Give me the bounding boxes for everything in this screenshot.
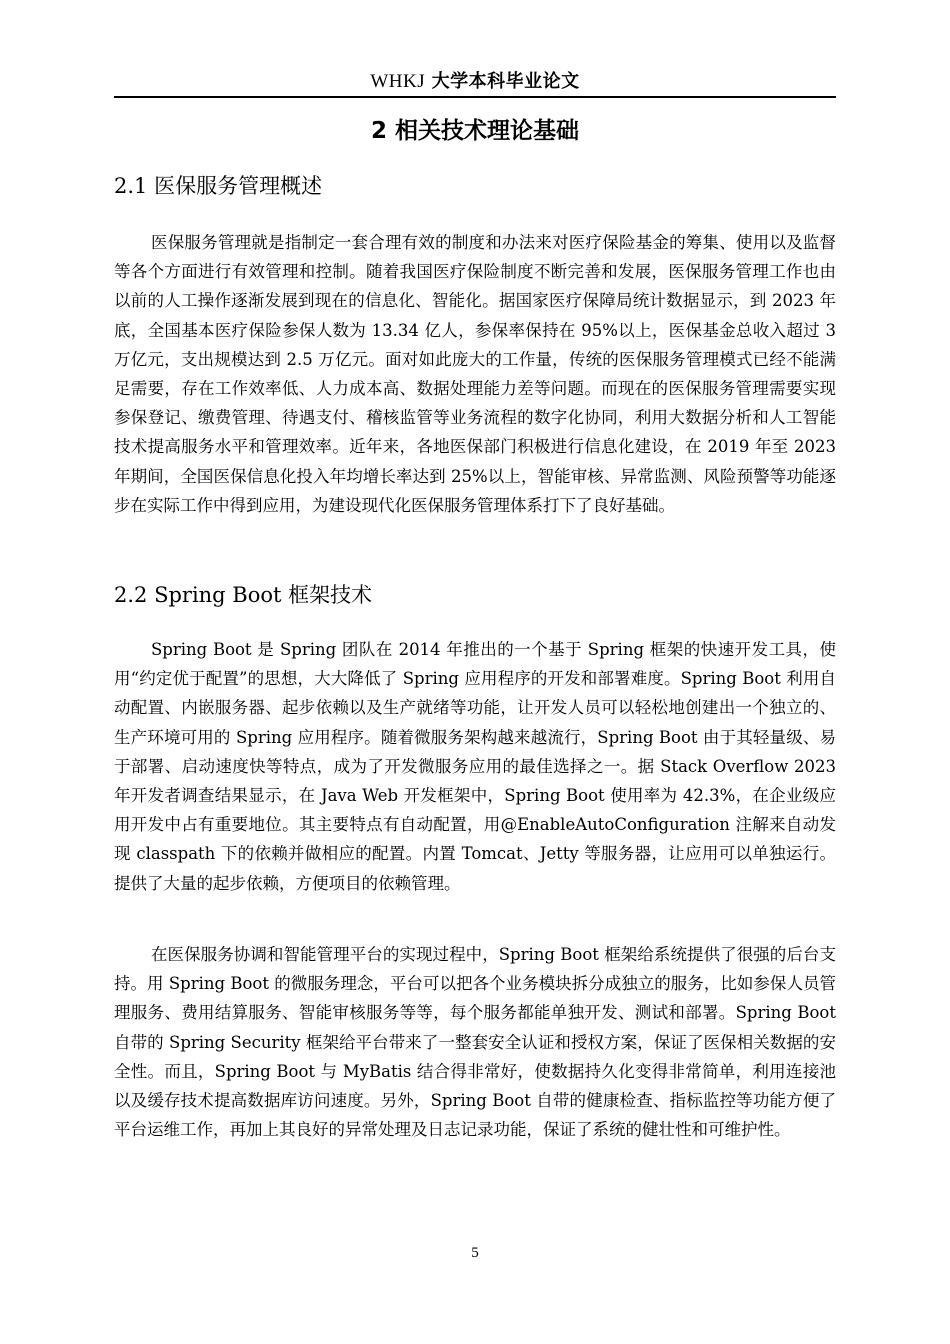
running-header xyxy=(114,68,836,95)
header-rule xyxy=(114,96,836,98)
page-number: 5 xyxy=(471,1245,479,1261)
paragraph-2-1-1: 医保服务管理就是指制定一套合理有效的制度和办法来对医疗保险基金的筹集、使用以及监督等各个方面进行有效管理和控制。随着我国医疗保险制度不断完善和发展，医保服务管理工作也由以前的人工操作逐渐发展到现在的信息化、智能化。据国家医疗保障局统计数据显示，到 2023 年底，全国基本医疗保险参保人数为 13.34 亿人，参保率保持在 95%以上，医保基金总收入超过 3 万亿元，支出规模达到 2.5 万亿元。面对如此庞大的工作量，传统的医保服务管理模式已经不能满足需要，存在工作效率低、人力成本高、数据处理能力差等问题。而现在的医保服务管理需要实现参保登记、缴费管理、待遇支付、稽核监管等业务流程的数字化协同，利用大数据分析和人工智能技术提高服务水平和管理效率。近年来，各地医保部门积极进行信息化建设，在 2019 年至 2023 年期间，全国医保信息化投入年均增长率达到 25%以上，智能审核、异常监测、风险预警等功能逐步在实际工作中得到应用，为建设现代化医保服务管理体系打下了良好基础。 xyxy=(114,233,836,515)
header-title: 大学本科毕业论文 xyxy=(431,71,580,92)
header-brand: WHKJ xyxy=(370,71,426,92)
section-title-2-2: 2.2 Spring Boot 框架技术 xyxy=(114,583,373,607)
paragraph-2-2-1: Spring Boot 是 Spring 团队在 2014 年推出的一个基于 Spring 框架的快速开发工具，使用“约定优于配置”的思想，大大降低了 Spring 应用程序的开发和部署难度。Spring Boot 利用自动配置、内嵌服务器、起步依赖以及生产就绪等功能，让开发人员可以轻松地创建出一个独立的、生产环境可用的 Spring 应用程序。随着微服务架构越来越流行，Spring Boot 由于其轻量级、易于部署、启动速度快等特点，成为了开发微服务应用的最佳选择之一。据 Stack Overflow 2023 年开发者调查结果显示，在 Java Web 开发框架中，Spring Boot 使用率为 42.3%，在企业级应用开发中占有重要地位。其主要特点有自动配置，用@EnableAutoConfiguration 注解来自动发现 classpath 下的依赖并做相应的配置。内置 Tomcat、Jetty 等服务器，让应用可以单独运行。提供了大量的起步依赖，方便项目的依赖管理。 xyxy=(114,640,836,893)
section-title-2-1: 2.1 医保服务管理概述 xyxy=(114,174,323,198)
paragraph-2-2-2: 在医保服务协调和智能管理平台的实现过程中，Spring Boot 框架给系统提供了很强的后台支持。用 Spring Boot 的微服务理念，平台可以把各个业务模块拆分成独立的服务，比如参保人员管理服务、费用结算服务、智能审核服务等等，每个服务都能单独开发、测试和部署。Spring Boot 自带的 Spring Security 框架给平台带来了一整套安全认证和授权方案，保证了医保相关数据的安全性。而且，Spring Boot 与 MyBatis 结合得非常好，使数据持久化变得非常简单，利用连接池以及缓存技术提高数据库访问速度。另外，Spring Boot 自带的健康检查、指标监控等功能方便了平台运维工作，再加上其良好的异常处理及日志记录功能，保证了系统的健壮性和可维护性。 xyxy=(114,945,836,1140)
document-page xyxy=(114,0,836,1344)
chapter-title: 2 相关技术理论基础 xyxy=(370,118,579,144)
